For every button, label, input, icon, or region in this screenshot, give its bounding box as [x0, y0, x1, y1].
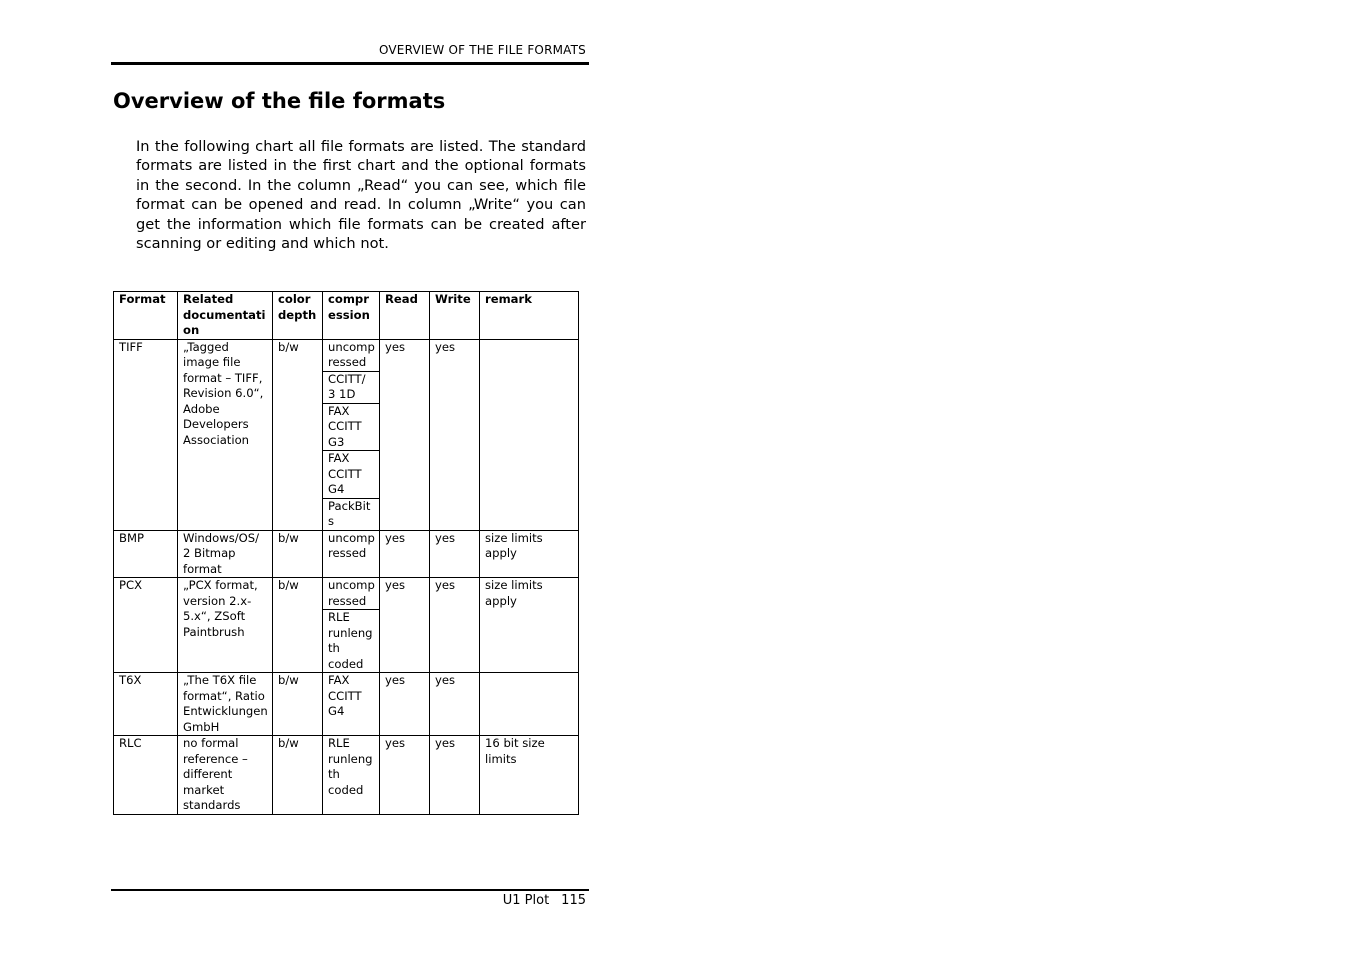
- cell-read: yes: [380, 530, 430, 578]
- footer-rule: [111, 889, 589, 891]
- table-row: [114, 578, 579, 673]
- compression-item: FAX CCITT G4: [328, 673, 362, 718]
- cell-color-depth: b/w: [273, 530, 323, 578]
- page-number: 115: [561, 893, 586, 908]
- cell-read: yes: [380, 736, 430, 815]
- cell-remark: 16 bit size limits: [480, 736, 579, 815]
- cell-color-depth: b/w: [273, 673, 323, 736]
- cell-documentation: „Tagged image file format – TIFF, Revision 6.0“, Adobe Developers Association: [178, 339, 273, 530]
- cell-write: yes: [430, 736, 480, 815]
- cell-read: yes: [380, 673, 430, 736]
- cell-write: yes: [430, 578, 480, 673]
- compression-item: CCITT/ 3 1D: [323, 371, 379, 403]
- table-row: [114, 736, 579, 815]
- cell-compression: [323, 578, 380, 673]
- compression-item: FAX CCITT G4: [323, 450, 379, 498]
- header-remark: remark: [480, 292, 579, 340]
- cell-format: BMP: [114, 530, 178, 578]
- intro-paragraph: In the following chart all file formats are listed. The standard formats are listed in the first chart and the optional formats in the second. In the column „Read“ you can see, which file format can be opened and read. In column „Write“ you can get the information which file formats can be created after scanning or editing and which not.: [136, 138, 586, 253]
- cell-compression: [323, 530, 380, 578]
- compression-item: uncomp ressed: [328, 339, 375, 369]
- running-header: OVERVIEW OF THE FILE FORMATS: [378, 43, 586, 57]
- cell-compression: [323, 673, 380, 736]
- compression-item: RLE runleng th coded: [328, 736, 373, 797]
- cell-format: PCX: [114, 578, 178, 673]
- compression-item: RLE runleng th coded: [323, 609, 379, 672]
- header-compression: compr ession: [323, 292, 380, 340]
- cell-format: RLC: [114, 736, 178, 815]
- compression-item: FAX CCITT G3: [323, 403, 379, 451]
- cell-color-depth: b/w: [273, 339, 323, 530]
- file-formats-table: [113, 291, 579, 815]
- compression-item: PackBits: [323, 498, 379, 530]
- cell-write: yes: [430, 339, 480, 530]
- cell-documentation: „PCX format, version 2.x- 5.x“, ZSoft Paintbrush: [178, 578, 273, 673]
- cell-documentation: „The T6X file format“, Ratio Entwicklungen GmbH: [178, 673, 273, 736]
- cell-remark: size limits apply: [480, 530, 579, 578]
- cell-compression: [323, 736, 380, 815]
- cell-write: yes: [430, 673, 480, 736]
- table-header-row: [114, 292, 579, 340]
- cell-remark: size limits apply: [480, 578, 579, 673]
- cell-read: yes: [380, 578, 430, 673]
- header-format: Format: [114, 292, 178, 340]
- cell-documentation: no formal reference – different market standards: [178, 736, 273, 815]
- table-row: [114, 530, 579, 578]
- compression-item: uncomp ressed: [328, 578, 375, 608]
- cell-color-depth: b/w: [273, 578, 323, 673]
- header-color-depth: color depth: [273, 292, 323, 340]
- cell-remark: [480, 339, 579, 530]
- table-row: [114, 673, 579, 736]
- cell-remark: [480, 673, 579, 736]
- header-rule: [111, 62, 589, 65]
- compression-item: uncomp ressed: [328, 530, 375, 560]
- footer-product-name: U1 Plot: [502, 893, 550, 908]
- cell-compression: [323, 339, 380, 530]
- header-related-documentation: Related documentati on: [178, 292, 273, 340]
- page-title: Overview of the file formats: [113, 89, 446, 113]
- cell-write: yes: [430, 530, 480, 578]
- header-write: Write: [430, 292, 480, 340]
- page-footer: [111, 893, 586, 908]
- table-row: [114, 339, 579, 530]
- cell-format: T6X: [114, 673, 178, 736]
- cell-format: TIFF: [114, 339, 178, 530]
- cell-color-depth: b/w: [273, 736, 323, 815]
- cell-documentation: Windows/OS/ 2 Bitmap format: [178, 530, 273, 578]
- cell-read: yes: [380, 339, 430, 530]
- header-read: Read: [380, 292, 430, 340]
